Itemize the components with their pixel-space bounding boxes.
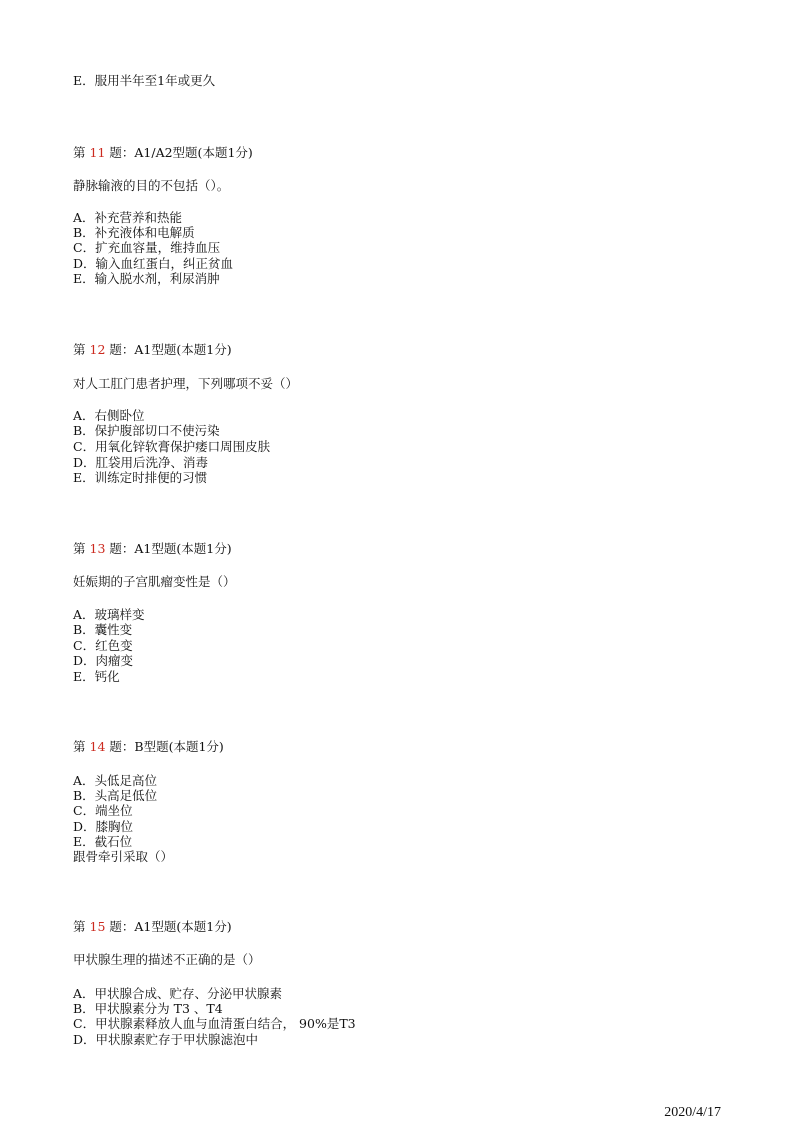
question-number: 12 [89,342,106,357]
question-type: 题：B型题(本题1分) [109,739,224,754]
option-text: B．保护腹部切口不使污染 [73,423,220,438]
question-number: 15 [89,919,106,934]
option-text: E．钙化 [73,669,120,684]
option-text: C．甲状腺素释放人血与血清蛋白结合， 90%是T3 [73,1016,356,1031]
option-text: A．补充营养和热能 [73,210,183,225]
question-stem: 跟骨牵引采取（） [73,849,174,864]
question-prefix: 第 [73,739,86,754]
question-stem: 妊娠期的子宫肌瘤变性是（） [73,574,236,589]
question-prefix: 第 [73,145,86,160]
option-text: C．扩充血容量，维持血压 [73,240,221,255]
option-text: B．甲状腺素分为 T3 、T4 [73,1001,223,1016]
option-text: B．补充液体和电解质 [73,225,195,240]
question-prefix: 第 [73,919,86,934]
question-stem: 静脉输液的目的不包括（）。 [73,178,230,193]
option-text: A．头低足高位 [73,773,158,788]
question-header [73,145,253,160]
option-text: B．囊性变 [73,622,133,637]
option-text: E．输入脱水剂，利尿消肿 [73,271,220,286]
option-text: C．用氧化锌软膏保护痿口周围皮肤 [73,439,271,454]
question-prefix: 第 [73,541,86,556]
question-number: 11 [89,145,106,160]
question-stem: 甲状腺生理的描述不正确的是（） [73,952,261,967]
question-number: 14 [89,739,106,754]
option-text: E．服用半年至1年或更久 [73,73,216,88]
question-number: 13 [89,541,106,556]
question-stem: 对人工肛门患者护理，下列哪项不妥（） [73,376,299,391]
question-type: 题：A1型题(本题1分) [109,342,232,357]
question-type: 题：A1/A2型题(本题1分) [109,145,253,160]
option-text: E．截石位 [73,834,133,849]
question-header [73,342,232,357]
option-text: A．玻璃样变 [73,607,145,622]
option-text: E．训练定时排便的习惯 [73,470,208,485]
question-type: 题：A1型题(本题1分) [109,919,232,934]
question-header [73,541,232,556]
option-text: D．输入血红蛋白，纠正贫血 [73,256,234,271]
question-type: 题：A1型题(本题1分) [109,541,232,556]
question-prefix: 第 [73,342,86,357]
option-text: B．头高足低位 [73,788,158,803]
option-text: C．端坐位 [73,803,133,818]
option-text: D．肉瘤变 [73,653,134,668]
option-text: D．甲状腺素贮存于甲状腺滤泡中 [73,1032,259,1047]
option-text: A．右侧卧位 [73,408,145,423]
option-text: D．膝胸位 [73,819,134,834]
question-header [73,739,224,754]
footer-date: 2020/4/17 [664,1105,721,1120]
option-text: D．肛袋用后洗净、消毒 [73,455,209,470]
option-text: C．红色变 [73,638,133,653]
option-text: A．甲状腺合成、贮存、分泌甲状腺素 [73,986,283,1001]
question-header [73,919,232,934]
